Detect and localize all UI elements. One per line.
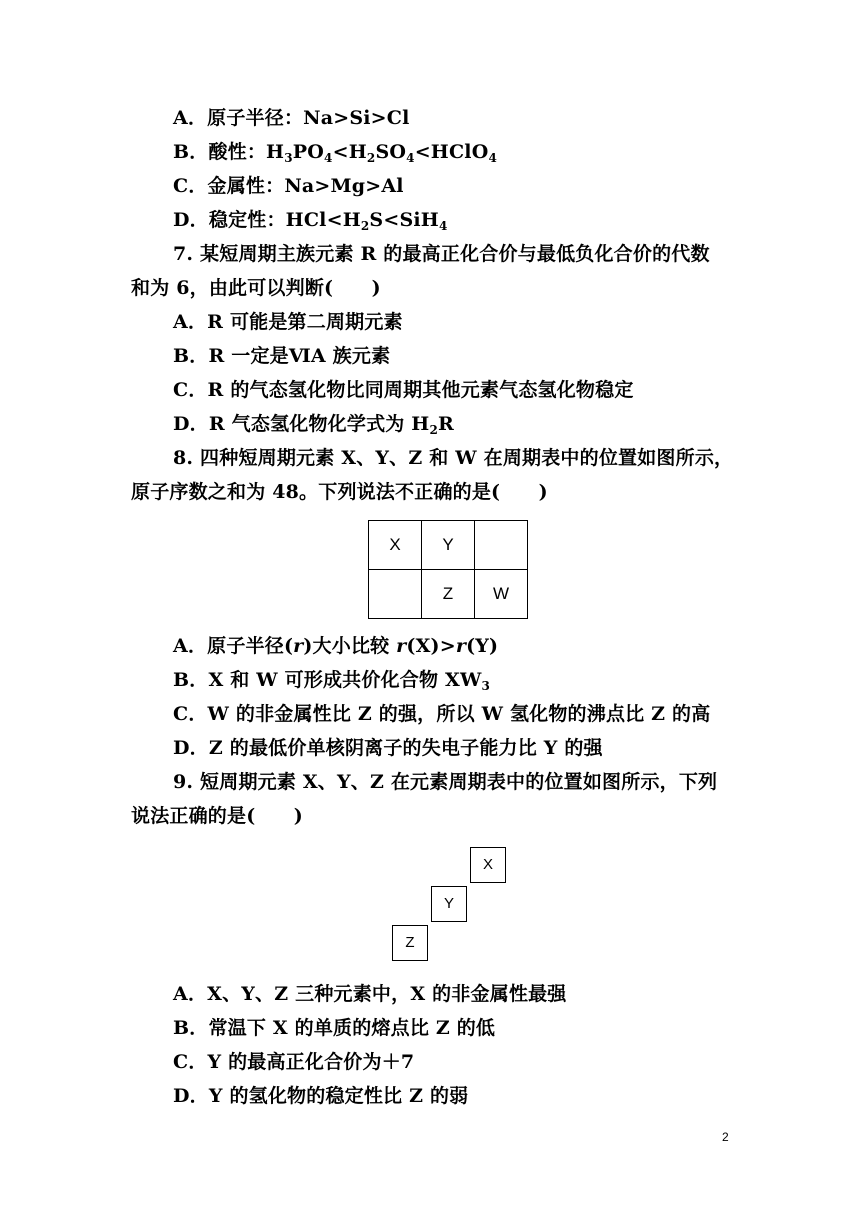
q8-periodic-grid (368, 520, 528, 619)
q9-cell-z: Z (392, 925, 428, 961)
q9-cell-x: X (470, 847, 506, 883)
q9-option-d: D．Y 的氢化物的稳定性比 Z 的弱 (173, 1085, 469, 1107)
q9-option-b: B．常温下 X 的单质的熔点比 Z 的低 (173, 1017, 496, 1039)
q8-stem-line1: 8. 四种短周期元素 X、Y、Z 和 W 在周期表中的位置如图所示， (173, 447, 734, 469)
q6-option-c: C．金属性：Na>Mg>Al (173, 175, 404, 197)
q8-option-c: C．W 的非金属性比 Z 的强，所以 W 氢化物的沸点比 Z 的高 (173, 703, 711, 725)
q7-option-b: B．R 一定是ⅥA 族元素 (173, 345, 391, 367)
q8-grid-cell (475, 521, 528, 570)
q8-grid-cell: W (475, 570, 528, 619)
q8-option-d: D．Z 的最低价单核阴离子的失电子能力比 Y 的强 (173, 737, 603, 759)
q9-stem-line1: 9. 短周期元素 X、Y、Z 在元素周期表中的位置如图所示，下列 (173, 771, 718, 793)
q9-stem-line2: 说法正确的是( ) (131, 805, 303, 827)
q9-option-c: C．Y 的最高正化合价为＋7 (173, 1051, 415, 1073)
q7-option-a: A．R 可能是第二周期元素 (173, 311, 403, 333)
q8-grid-cell: Y (422, 521, 475, 570)
q6-option-b: B．酸性：$H_3PO_4<H_2SO_4<HClO_4$ (173, 141, 498, 165)
q9-cell-y: Y (431, 886, 467, 922)
q7-stem-line2: 和为 6，由此可以判断( ) (131, 277, 381, 299)
q6-option-d: D．稳定性：$HCl<H_2S<SiH_4$ (173, 209, 448, 233)
page-number: 2 (722, 1130, 729, 1144)
q7-option-c: C．R 的气态氢化物比同周期其他元素气态氢化物稳定 (173, 379, 634, 401)
q7-option-d: D．R 气态氢化物化学式为 $H_2R$ (173, 413, 455, 437)
q9-option-a: A．X、Y、Z 三种元素中，X 的非金属性最强 (173, 983, 567, 1005)
q8-option-a: A．原子半径(r)大小比较 r(X)>r(Y) (173, 635, 499, 657)
q8-stem-line2: 原子序数之和为 48。下列说法不正确的是( ) (131, 481, 548, 503)
q7-stem-line1: 7. 某短周期主族元素 R 的最高正化合价与最低负化合价的代数 (173, 243, 710, 265)
q8-grid-cell: Z (422, 570, 475, 619)
q8-grid-cell (369, 570, 422, 619)
q8-grid-cell: X (369, 521, 422, 570)
q8-option-b: B．X 和 W 可形成共价化合物 $XW_3$ (173, 669, 491, 693)
q6-option-a: A．原子半径：Na>Si>Cl (173, 107, 410, 129)
